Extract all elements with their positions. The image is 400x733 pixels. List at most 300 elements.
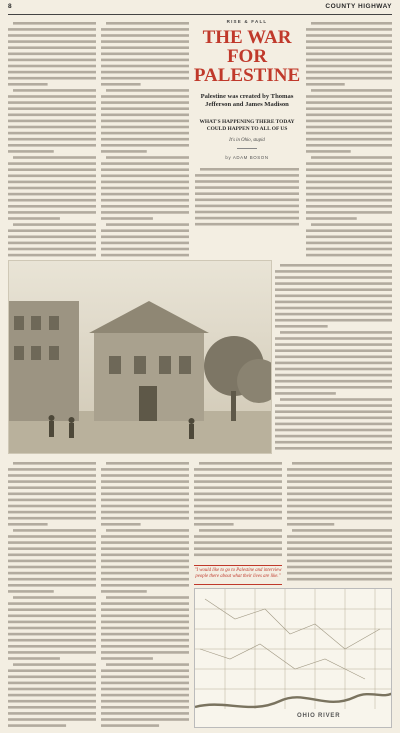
- text-line: [306, 46, 392, 49]
- text-line: [8, 554, 96, 557]
- text-line: [306, 248, 392, 251]
- text-line: [101, 181, 189, 184]
- text-line: [195, 217, 299, 220]
- body-text-lines: [101, 20, 189, 258]
- text-line: [101, 242, 189, 245]
- body-text-lines: [101, 460, 189, 728]
- text-line: [8, 535, 96, 538]
- text-line: [8, 138, 96, 141]
- text-line: [275, 295, 392, 298]
- text-line: [8, 199, 96, 202]
- text-line: [101, 535, 189, 538]
- text-line: [194, 486, 282, 489]
- text-line: [8, 217, 60, 220]
- text-line: [8, 101, 96, 104]
- text-line: [8, 53, 96, 56]
- map-title: OHIO RIVER: [297, 713, 341, 719]
- text-line: [8, 547, 96, 550]
- body-column-1: [8, 20, 96, 258]
- text-line: [195, 205, 299, 208]
- text-line: [287, 572, 392, 575]
- text-line: [101, 46, 189, 49]
- headline-divider: [237, 148, 257, 149]
- text-line: [287, 517, 392, 520]
- text-line: [306, 254, 392, 257]
- text-line: [195, 186, 299, 189]
- text-line: [8, 486, 96, 489]
- text-line: [275, 276, 392, 279]
- text-line: [275, 404, 392, 407]
- text-line: [275, 447, 392, 450]
- text-line: [13, 462, 96, 465]
- text-line: [8, 523, 48, 526]
- photo-image: [9, 261, 272, 454]
- text-line: [8, 590, 54, 593]
- text-line: [8, 187, 96, 190]
- text-line: [8, 505, 96, 508]
- text-line: [8, 28, 96, 31]
- text-line: [101, 682, 189, 685]
- text-line: [275, 313, 392, 316]
- text-line: [306, 193, 392, 196]
- text-line: [101, 53, 189, 56]
- text-line: [275, 282, 392, 285]
- text-line: [306, 114, 392, 117]
- text-line: [8, 120, 96, 123]
- text-line: [101, 59, 189, 62]
- article-headline-block: [193, 16, 301, 256]
- text-line: [101, 541, 189, 544]
- text-line: [306, 28, 392, 31]
- text-line: [106, 156, 189, 159]
- text-line: [195, 180, 299, 183]
- article-byline: by ADAM BOSON: [225, 155, 269, 161]
- body-column-2: [101, 20, 189, 258]
- text-line: [306, 65, 392, 68]
- text-line: [306, 199, 392, 202]
- text-line: [8, 242, 96, 245]
- text-line: [106, 22, 189, 25]
- body-column-4: [8, 460, 96, 728]
- text-line: [306, 120, 392, 123]
- text-line: [8, 566, 96, 569]
- text-line: [101, 676, 189, 679]
- text-line: [8, 254, 96, 257]
- text-line: [8, 65, 96, 68]
- text-line: [306, 34, 392, 37]
- text-line: [8, 700, 96, 703]
- body-column-7: [287, 460, 392, 584]
- text-line: [194, 505, 282, 508]
- text-line: [101, 645, 189, 648]
- header-rule: [8, 14, 392, 15]
- text-line: [8, 627, 96, 630]
- text-line: [8, 499, 96, 502]
- text-line: [8, 645, 96, 648]
- text-line: [13, 663, 96, 666]
- text-line: [280, 264, 392, 267]
- text-line: [8, 229, 96, 232]
- text-line: [287, 560, 392, 563]
- body-text-lines: [287, 460, 392, 584]
- text-line: [101, 65, 189, 68]
- text-line: [101, 248, 189, 251]
- text-line: [101, 71, 189, 74]
- text-line: [287, 511, 392, 514]
- text-line: [306, 95, 392, 98]
- text-line: [8, 633, 96, 636]
- text-line: [311, 156, 392, 159]
- text-line: [101, 95, 189, 98]
- text-line: [8, 578, 96, 581]
- text-line: [275, 429, 392, 432]
- text-line: [8, 59, 96, 62]
- body-text-lines: [306, 20, 392, 258]
- text-line: [8, 175, 96, 178]
- text-line: [8, 718, 96, 721]
- text-line: [101, 138, 189, 141]
- text-line: [194, 499, 282, 502]
- article-deck: Palestine was created by Thomas Jefferson and James Madison: [200, 93, 294, 108]
- text-line: [292, 462, 392, 465]
- text-line: [8, 474, 96, 477]
- text-line: [101, 651, 189, 654]
- text-line: [101, 486, 189, 489]
- text-line: [101, 669, 189, 672]
- text-line: [101, 584, 189, 587]
- text-line: [101, 523, 141, 526]
- text-line: [8, 584, 96, 587]
- text-line: [194, 517, 282, 520]
- text-line: [194, 474, 282, 477]
- text-line: [101, 193, 189, 196]
- text-line: [275, 435, 392, 438]
- text-line: [280, 331, 392, 334]
- photo-side-text: [275, 262, 392, 452]
- text-line: [287, 578, 392, 581]
- text-line: [275, 386, 392, 389]
- text-line: [101, 688, 189, 691]
- text-line: [194, 468, 282, 471]
- text-line: [101, 168, 189, 171]
- text-line: [13, 22, 96, 25]
- text-line: [8, 211, 96, 214]
- text-line: [275, 356, 392, 359]
- text-line: [106, 462, 189, 465]
- text-line: [275, 392, 336, 395]
- text-line: [8, 126, 96, 129]
- text-line: [311, 223, 392, 226]
- historical-map: [194, 588, 392, 728]
- text-line: [287, 468, 392, 471]
- text-line: [306, 138, 392, 141]
- text-line: [13, 223, 96, 226]
- text-line: [101, 560, 189, 563]
- text-line: [8, 639, 96, 642]
- text-line: [287, 566, 392, 569]
- text-line: [8, 517, 96, 520]
- text-line: [8, 83, 48, 86]
- text-line: [101, 132, 189, 135]
- historical-photo: [8, 260, 272, 454]
- text-line: [101, 126, 189, 129]
- text-line: [101, 101, 189, 104]
- text-line: [8, 608, 96, 611]
- text-line: [306, 59, 392, 62]
- map-drawing: [195, 589, 392, 728]
- text-line: [8, 480, 96, 483]
- text-line: [275, 270, 392, 273]
- body-text-lines: [195, 166, 299, 230]
- text-line: [101, 547, 189, 550]
- text-line: [101, 254, 189, 257]
- text-line: [101, 724, 159, 727]
- text-line: [8, 34, 96, 37]
- text-line: [195, 174, 299, 177]
- text-line: [106, 89, 189, 92]
- text-line: [106, 596, 189, 599]
- text-line: [101, 700, 189, 703]
- text-line: [8, 193, 96, 196]
- text-line: [101, 28, 189, 31]
- text-line: [8, 40, 96, 43]
- body-text-lines: [8, 460, 96, 728]
- text-line: [8, 71, 96, 74]
- text-line: [101, 602, 189, 605]
- text-line: [8, 162, 96, 165]
- text-line: [287, 547, 392, 550]
- text-line: [101, 199, 189, 202]
- text-line: [101, 608, 189, 611]
- text-line: [195, 193, 299, 196]
- text-line: [101, 505, 189, 508]
- text-line: [275, 362, 392, 365]
- text-line: [287, 554, 392, 557]
- text-line: [101, 144, 189, 147]
- text-line: [8, 511, 96, 514]
- text-line: [275, 380, 392, 383]
- text-line: [194, 535, 282, 538]
- text-line: [287, 474, 392, 477]
- text-line: [101, 493, 189, 496]
- pull-quote: [194, 565, 282, 585]
- text-line: [101, 187, 189, 190]
- text-line: [287, 541, 392, 544]
- text-line: [8, 493, 96, 496]
- text-line: [287, 493, 392, 496]
- text-line: [101, 229, 189, 232]
- text-line: [306, 83, 345, 86]
- text-line: [275, 288, 392, 291]
- text-line: [8, 205, 96, 208]
- text-line: [8, 712, 96, 715]
- text-line: [8, 676, 96, 679]
- text-line: [275, 319, 392, 322]
- body-column-3: [306, 20, 392, 258]
- pull-quote-text: "I would like to go to Palestine and interview people there about what their lives are like.": [194, 568, 282, 579]
- text-line: [306, 53, 392, 56]
- text-line: [101, 615, 189, 618]
- text-line: [101, 474, 189, 477]
- text-line: [292, 529, 392, 532]
- text-line: [194, 547, 282, 550]
- text-line: [287, 486, 392, 489]
- text-line: [106, 529, 189, 532]
- text-line: [275, 368, 392, 371]
- text-line: [306, 107, 392, 110]
- text-line: [101, 511, 189, 514]
- text-line: [306, 229, 392, 232]
- text-line: [306, 40, 392, 43]
- text-line: [199, 462, 282, 465]
- text-line: [306, 181, 392, 184]
- article-tagline: It's in Ohio, stupid: [229, 138, 265, 144]
- text-line: [8, 107, 96, 110]
- text-line: [101, 694, 189, 697]
- text-line: [106, 663, 189, 666]
- text-line: [106, 223, 189, 226]
- text-line: [306, 144, 392, 147]
- text-line: [8, 615, 96, 618]
- text-line: [101, 517, 189, 520]
- text-line: [8, 572, 96, 575]
- text-line: [101, 175, 189, 178]
- text-line: [8, 651, 96, 654]
- text-line: [8, 132, 96, 135]
- article-title: THE WAR FOR PALESTINE: [193, 27, 301, 86]
- text-line: [306, 242, 392, 245]
- text-line: [101, 480, 189, 483]
- text-line: [195, 223, 299, 226]
- text-line: [8, 150, 54, 153]
- text-line: [194, 511, 282, 514]
- text-line: [8, 724, 66, 727]
- text-line: [194, 493, 282, 496]
- text-line: [306, 162, 392, 165]
- text-line: [101, 107, 189, 110]
- text-line: [306, 126, 392, 129]
- text-line: [306, 187, 392, 190]
- text-line: [311, 89, 392, 92]
- text-line: [101, 590, 147, 593]
- section-rubric: RISE & FALL: [226, 19, 268, 24]
- text-line: [275, 301, 392, 304]
- text-line: [13, 529, 96, 532]
- text-line: [195, 211, 299, 214]
- text-line: [287, 499, 392, 502]
- text-line: [280, 398, 392, 401]
- text-line: [306, 168, 392, 171]
- text-line: [306, 132, 392, 135]
- body-column-6: [194, 460, 282, 560]
- text-line: [8, 77, 96, 80]
- text-line: [101, 114, 189, 117]
- text-line: [101, 633, 189, 636]
- text-line: [8, 181, 96, 184]
- text-line: [13, 596, 96, 599]
- text-line: [287, 480, 392, 483]
- text-line: [8, 669, 96, 672]
- text-line: [8, 657, 60, 660]
- text-line: [306, 236, 392, 239]
- text-line: [101, 706, 189, 709]
- text-line: [275, 441, 392, 444]
- text-line: [101, 83, 141, 86]
- text-line: [306, 77, 392, 80]
- text-line: [275, 374, 392, 377]
- text-line: [287, 523, 334, 526]
- text-line: [101, 572, 189, 575]
- text-line: [101, 217, 153, 220]
- text-line: [8, 236, 96, 239]
- text-line: [101, 40, 189, 43]
- text-line: [8, 706, 96, 709]
- text-line: [101, 120, 189, 123]
- text-line: [306, 71, 392, 74]
- text-line: [8, 541, 96, 544]
- text-line: [306, 101, 392, 104]
- text-line: [8, 46, 96, 49]
- text-line: [200, 168, 299, 171]
- text-line: [306, 175, 392, 178]
- text-line: [8, 144, 96, 147]
- text-line: [8, 621, 96, 624]
- text-line: [8, 114, 96, 117]
- text-line: [275, 337, 392, 340]
- section-name: COUNTY HIGHWAY: [325, 3, 392, 10]
- text-line: [101, 499, 189, 502]
- text-line: [101, 236, 189, 239]
- text-line: [194, 554, 282, 557]
- text-line: [101, 627, 189, 630]
- text-line: [194, 480, 282, 483]
- text-line: [101, 211, 189, 214]
- text-line: [101, 205, 189, 208]
- article-subdeck: WHAT'S HAPPENING THERE TODAY COULD HAPPEN TO ALL OF US: [199, 119, 295, 132]
- text-line: [275, 423, 392, 426]
- text-line: [311, 22, 392, 25]
- text-line: [101, 150, 147, 153]
- text-line: [101, 566, 189, 569]
- text-line: [101, 468, 189, 471]
- body-text-lines: [275, 262, 392, 452]
- text-line: [8, 602, 96, 605]
- text-line: [8, 468, 96, 471]
- text-line: [8, 560, 96, 563]
- text-line: [306, 211, 392, 214]
- text-line: [101, 162, 189, 165]
- text-line: [101, 712, 189, 715]
- text-line: [101, 657, 153, 660]
- text-line: [8, 95, 96, 98]
- text-line: [194, 523, 234, 526]
- text-line: [101, 34, 189, 37]
- text-line: [101, 554, 189, 557]
- text-line: [8, 682, 96, 685]
- text-line: [306, 217, 357, 220]
- body-text-lines: [194, 460, 282, 560]
- page-number: 8: [8, 3, 12, 10]
- text-line: [13, 89, 96, 92]
- text-line: [275, 307, 392, 310]
- text-line: [8, 248, 96, 251]
- text-line: [287, 535, 392, 538]
- text-line: [275, 417, 392, 420]
- text-line: [195, 199, 299, 202]
- text-line: [275, 325, 328, 328]
- text-line: [275, 349, 392, 352]
- text-line: [275, 410, 392, 413]
